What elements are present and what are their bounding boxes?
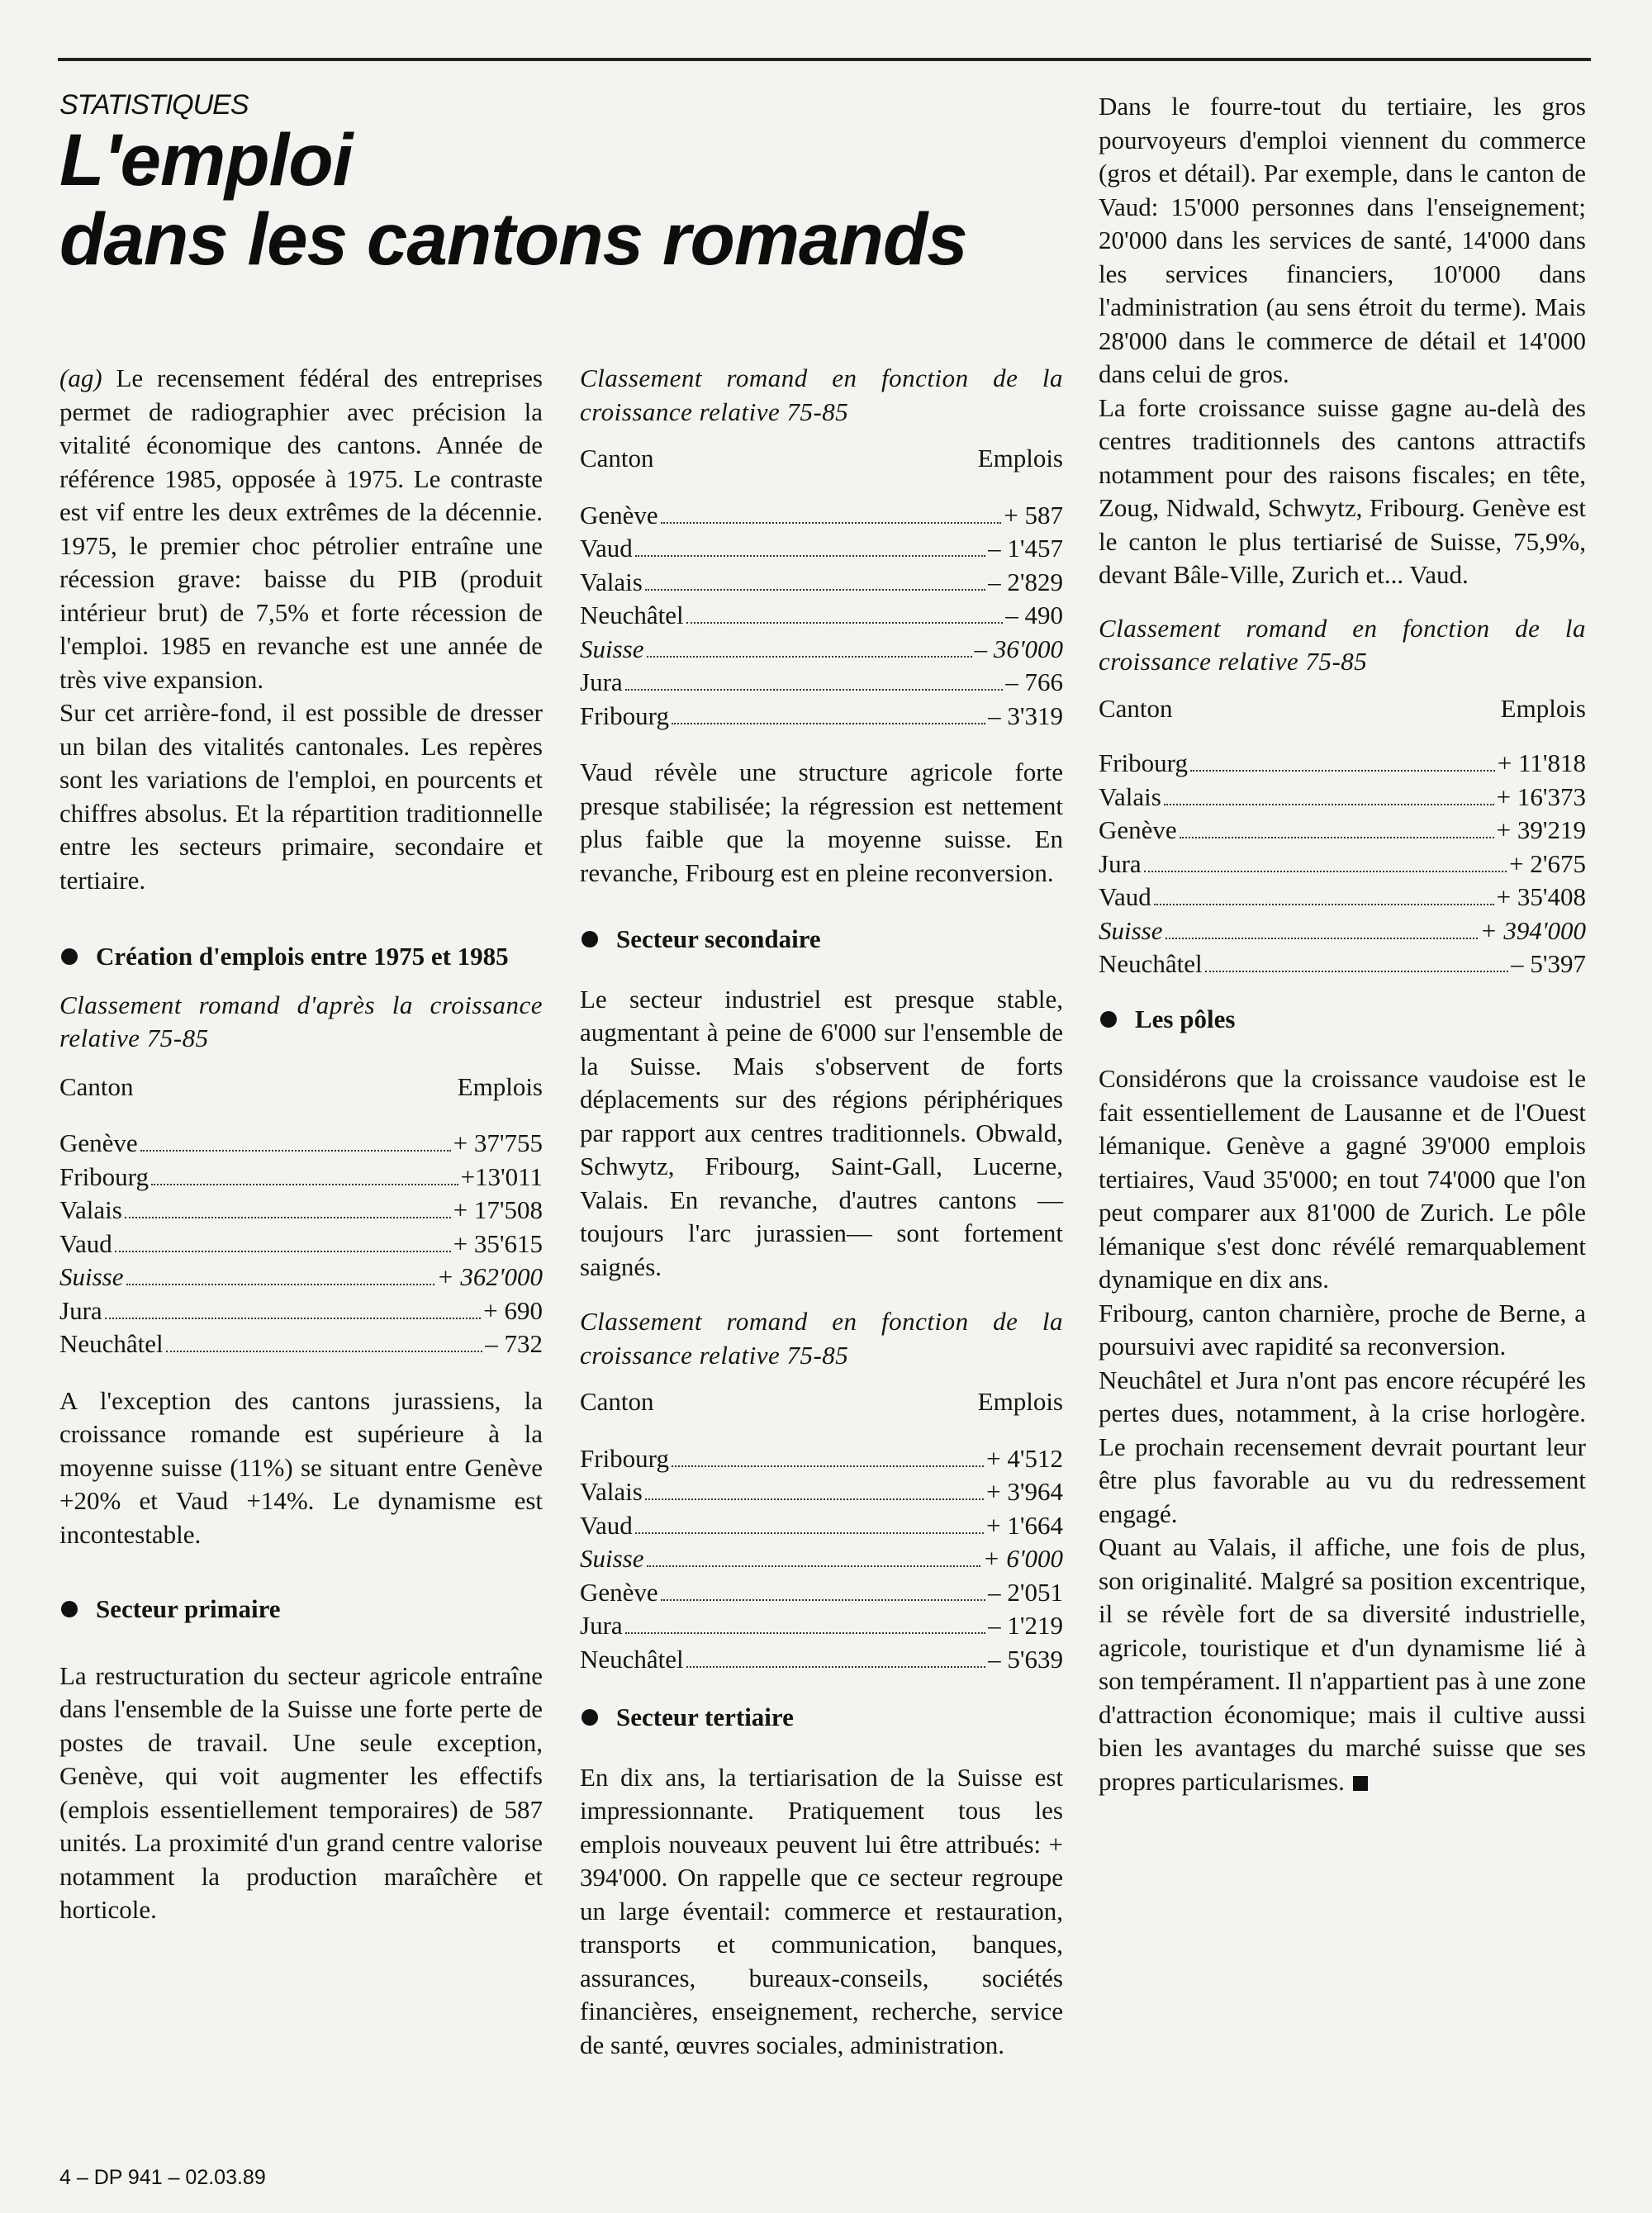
canton-name: Jura — [59, 1295, 102, 1325]
canton-name: Fribourg — [59, 1161, 149, 1191]
bullet-icon — [1100, 1011, 1117, 1028]
emplois-value: + 3'964 — [986, 1477, 1063, 1506]
emplois-value: – 36'000 — [974, 634, 1063, 663]
emplois-value: + 16'373 — [1496, 781, 1586, 811]
dot-leader — [647, 1565, 980, 1567]
canton-name: Jura — [1099, 848, 1142, 878]
poles-paragraph-1: Considérons que la croissance vaudoise est le fait essentiellement de Lausanne et de l'Ouest lémanique. Genève a gagné 39'000 emplois tertiaires, Vaud 35'000; en tout 74'000 que l'on peut comparer aux 81'000 de Zurich. Le pôle lémanique s'est donc révélé remarquablement dynamique en dix ans. — [1099, 1064, 1586, 1294]
canton-name: Jura — [580, 1611, 623, 1640]
canton-name: Vaud — [580, 534, 633, 563]
table-header-creation: Canton Emplois — [59, 1071, 543, 1101]
dot-leader — [625, 1632, 986, 1634]
dot-leader — [1180, 837, 1494, 838]
bullet-icon — [582, 931, 598, 947]
dot-leader — [645, 589, 985, 591]
table-primaire — [580, 499, 1063, 734]
table-secondaire — [580, 1442, 1063, 1677]
top-rule — [58, 58, 1591, 61]
canton-name: Fribourg — [580, 700, 669, 730]
emplois-value: – 732 — [485, 1329, 543, 1358]
canton-name: Genève — [580, 1577, 658, 1607]
emplois-value: +13'011 — [460, 1161, 543, 1191]
canton-name: Neuchâtel — [580, 1644, 684, 1674]
canton-name: Suisse — [1099, 915, 1163, 945]
table-row — [580, 1509, 1063, 1543]
table-row — [59, 1261, 543, 1294]
title-line-2: dans les cantons romands — [59, 197, 967, 280]
emplois-value: + 2'675 — [1509, 848, 1586, 878]
intro-paragraph-1: (ag) Le recensement fédéral des entreprises permet de radiographier avec précision la vitalité économique des cantons. Année de référence 1985, opposée à 1975. Le contraste est vif entre les deux extrêmes de la décennie. 1975, le premier choc pétrolier entraîne une récession grave: baisse du PIB (produit intérieur brut) de 7,5% et forte récession de l'emploi. 1985 en revanche est une année de très vive expansion. — [59, 363, 543, 694]
article-title — [59, 120, 1075, 278]
canton-name: Vaud — [580, 1510, 633, 1540]
canton-name: Valais — [580, 567, 643, 596]
dot-leader — [1165, 938, 1478, 939]
table-row — [59, 1327, 543, 1361]
canton-name: Suisse — [580, 634, 644, 663]
emplois-value: + 4'512 — [986, 1443, 1063, 1473]
table-caption-primaire: Classement romand en fonction de la croissance relative 75-85 — [580, 363, 1063, 426]
emplois-value: + 17'508 — [453, 1195, 543, 1224]
dot-leader — [1205, 971, 1509, 972]
dot-leader — [1164, 804, 1494, 805]
emplois-value: – 5'397 — [1511, 949, 1586, 978]
table-row — [580, 700, 1063, 734]
dot-leader — [1190, 770, 1495, 772]
table-row — [59, 1194, 543, 1228]
emplois-value: – 766 — [1005, 667, 1063, 696]
canton-name: Valais — [59, 1195, 122, 1224]
table-row — [580, 1643, 1063, 1677]
bullet-icon — [582, 1709, 598, 1726]
dot-leader — [105, 1318, 482, 1319]
table-row — [580, 1609, 1063, 1643]
dot-leader — [647, 656, 972, 658]
table-caption-tertiaire: Classement romand en fonction de la croissance relative 75-85 — [1099, 613, 1586, 676]
emplois-value: – 2'051 — [988, 1577, 1063, 1607]
dot-leader — [1144, 871, 1507, 872]
table-tertiaire — [1099, 747, 1586, 981]
dot-leader — [661, 1599, 985, 1601]
tertiaire-paragraph: En dix ans, la tertiarisation de la Suisse est impressionnante. Pratiquement tous les emplois nouveaux peuvent lui être attribués: + 394'000. On rappelle que ce secteur regroupe un large éventail: commerce et restauration, transports et communication, banques, assurances, bureaux-conseils, sociétés financières, enseignement, recherche, service de santé, œuvres sociales, administration. — [580, 1762, 1063, 2059]
emplois-value: – 1'219 — [988, 1611, 1063, 1640]
table-row — [1099, 814, 1586, 848]
intro-paragraph-2: Sur cet arrière-fond, il est possible de dresser un bilan des vitalités cantonales. Les repères sont les variations de l'emploi, en pourcents et chiffres absolus. Et la répartition traditionnelle entre les secteurs primaire, secondaire et tertiaire. — [59, 698, 543, 895]
creation-paragraph: A l'exception des cantons jurassiens, la croissance romande est supérieure à la moyenne suisse (11%) se situant entre Genève +20% et Vaud +14%. Le dynamisme est incontestable. — [59, 1385, 543, 1549]
dot-leader — [686, 1666, 986, 1668]
table-row — [1099, 747, 1586, 781]
table-row — [1099, 881, 1586, 914]
dot-leader — [672, 1465, 984, 1467]
emplois-value: + 11'818 — [1497, 748, 1586, 777]
column-1 — [59, 362, 543, 1927]
canton-name: Neuchâtel — [59, 1329, 164, 1358]
poles-paragraph-4: Quant au Valais, il affiche, une fois de plus, son originalité. Malgré sa position excentrique, il se révèle fort de sa diversité industrielle, agricole, touristique et d'un dynamisme lié à son tempérament. Il n'appartient pas à une zone d'attraction économique; mais il cultive aussi bien les avantages du marché suisse que ses propres particularismes. — [1099, 1532, 1586, 1796]
emplois-value: + 39'219 — [1496, 815, 1586, 844]
canton-name: Neuchâtel — [580, 601, 684, 629]
emplois-value: – 1'457 — [988, 534, 1063, 563]
emplois-value: + 37'755 — [453, 1128, 543, 1157]
emplois-value: + 690 — [483, 1295, 543, 1325]
table-row — [59, 1161, 543, 1194]
table-row — [1099, 781, 1586, 814]
canton-name: Jura — [580, 667, 623, 696]
dot-leader — [140, 1150, 451, 1152]
dot-leader — [151, 1184, 458, 1185]
bullet-icon — [61, 948, 78, 965]
canton-name: Valais — [1099, 781, 1161, 811]
dot-leader — [115, 1251, 451, 1252]
canton-name: Suisse — [580, 1544, 644, 1573]
table-row — [59, 1294, 543, 1328]
poles-paragraph-3: Neuchâtel et Jura n'ont pas encore récupéré les pertes dues, notamment, à la crise horlogère. Le prochain recensement devrait pourtant leur être plus favorable au vu du redressement engagé. — [1099, 1365, 1586, 1528]
canton-name: Fribourg — [1099, 748, 1188, 777]
tertiaire-paragraph-2: Dans le fourre-tout du tertiaire, les gros pourvoyeurs d'emploi viennent du commerce (gros et détail). Par exemple, dans le canton de Vaud: 15'000 personnes dans l'enseignement; 20'000 dans les services de santé, 14'000 dans les services financiers, 10'000 dans l'administration (au sens étroit du terme). Mais 28'000 dans le commerce de détail et 14'000 dans celui de gros. — [1099, 92, 1586, 388]
tertiaire-paragraph-3: La forte croissance suisse gagne au-delà des centres traditionnels des cantons attractifs notamment pour des raisons fiscales; en tête, Zoug, Nidwald, Schwytz, Fribourg. Genève est le canton le plus tertiarisé de Suisse, 75,9%, devant Bâle-Ville, Zurich et... Vaud. — [1099, 392, 1586, 589]
table-row — [580, 532, 1063, 566]
emplois-value: + 587 — [1004, 500, 1063, 530]
dot-leader — [635, 555, 985, 557]
dot-leader — [625, 689, 1004, 691]
table-header-secondaire: Canton Emplois — [580, 1387, 1063, 1416]
canton-name: Vaud — [59, 1228, 112, 1258]
canton-name: Genève — [580, 500, 658, 530]
emplois-value: – 2'829 — [988, 567, 1063, 596]
table-row — [580, 1442, 1063, 1476]
table-header-tertiaire: Canton Emplois — [1099, 693, 1586, 723]
bullet-icon — [61, 1601, 78, 1617]
canton-name: Suisse — [59, 1262, 124, 1291]
table-row — [580, 566, 1063, 600]
author-initials: (ag) — [59, 363, 102, 392]
secondaire-paragraph: Le secteur industriel est presque stable, augmentant à peine de 6'000 sur l'ensemble de la Suisse. Mais s'observent de forts déplacements sur des régions périphériques par rapport aux centres traditionnels. Obwald, Schwytz, Fribourg, Saint-Gall, Lucerne, Valais. En revanche, d'autres cantons — toujours l'arc jurassien— sont fortement saignés. — [580, 984, 1063, 1281]
emplois-value: – 3'319 — [988, 700, 1063, 730]
emplois-value: – 490 — [1005, 601, 1063, 629]
table-creation — [59, 1127, 543, 1361]
emplois-value: + 6'000 — [982, 1544, 1063, 1573]
title-line-1: L'emploi — [59, 118, 353, 201]
dot-leader — [645, 1498, 984, 1500]
table-row — [1099, 914, 1586, 948]
column-2 — [580, 362, 1063, 2062]
page-footer: 4 – DP 941 – 02.03.89 — [59, 2166, 266, 2189]
emplois-value: + 362'000 — [436, 1262, 543, 1291]
heading-tertiaire: Secteur tertiaire — [580, 1701, 1063, 1735]
canton-name: Vaud — [1099, 882, 1151, 911]
table-row — [580, 1542, 1063, 1576]
emplois-value: – 5'639 — [988, 1644, 1063, 1674]
heading-secondaire: Secteur secondaire — [580, 923, 1063, 957]
table-row — [1099, 947, 1586, 981]
canton-name: Valais — [580, 1477, 643, 1506]
table-row — [1099, 848, 1586, 881]
heading-primaire: Secteur primaire — [59, 1593, 543, 1627]
table-row — [580, 666, 1063, 700]
emplois-value: + 35'615 — [453, 1228, 543, 1258]
canton-name: Genève — [1099, 815, 1177, 844]
table-row — [59, 1127, 543, 1161]
canton-name: Genève — [59, 1128, 138, 1157]
column-3 — [1099, 90, 1586, 1798]
end-mark-icon — [1353, 1776, 1368, 1791]
primaire-paragraph: La restructuration du secteur agricole entraîne dans l'ensemble de la Suisse une forte perte de postes de travail. Une seule exception, Genève, qui voit augmenter les effectifs (emplois essentiellement temporaires) de 587 unités. La proximité d'un grand centre valorise notamment la production maraîchère et horticole. — [59, 1660, 543, 1924]
dot-leader — [635, 1532, 984, 1534]
table-caption-secondaire: Classement romand en fonction de la croissance relative 75-85 — [580, 1307, 1063, 1370]
dot-leader — [166, 1351, 483, 1352]
heading-poles: Les pôles — [1099, 1003, 1586, 1037]
table-row — [580, 599, 1063, 633]
emplois-value: + 1'664 — [986, 1510, 1063, 1540]
primaire-after-paragraph: Vaud révèle une structure agricole forte presque stabilisée; la régression est nettement plus faible que la moyenne suisse. En revanche, Fribourg est en pleine reconversion. — [580, 757, 1063, 887]
table-header-primaire: Canton Emplois — [580, 444, 1063, 473]
emplois-value: + 394'000 — [1479, 915, 1586, 945]
section-kicker: STATISTIQUES — [59, 89, 249, 121]
table-row — [580, 633, 1063, 667]
heading-creation: Création d'emplois entre 1975 et 1985 — [59, 940, 543, 974]
canton-name: Fribourg — [580, 1443, 669, 1473]
dot-leader — [686, 622, 1004, 624]
table-row — [580, 1576, 1063, 1610]
table-row — [59, 1228, 543, 1261]
dot-leader — [1154, 904, 1494, 905]
poles-paragraph-2: Fribourg, canton charnière, proche de Berne, a poursuivi avec rapidité sa reconversion. — [1099, 1298, 1586, 1361]
table-row — [580, 1475, 1063, 1509]
dot-leader — [672, 723, 985, 724]
table-row — [580, 499, 1063, 533]
dot-leader — [661, 522, 1002, 524]
table-caption-creation: Classement romand d'après la croissance relative 75-85 — [59, 990, 543, 1052]
dot-leader — [126, 1284, 434, 1285]
emplois-value: + 35'408 — [1496, 882, 1586, 911]
canton-name: Neuchâtel — [1099, 949, 1203, 978]
dot-leader — [125, 1217, 451, 1218]
